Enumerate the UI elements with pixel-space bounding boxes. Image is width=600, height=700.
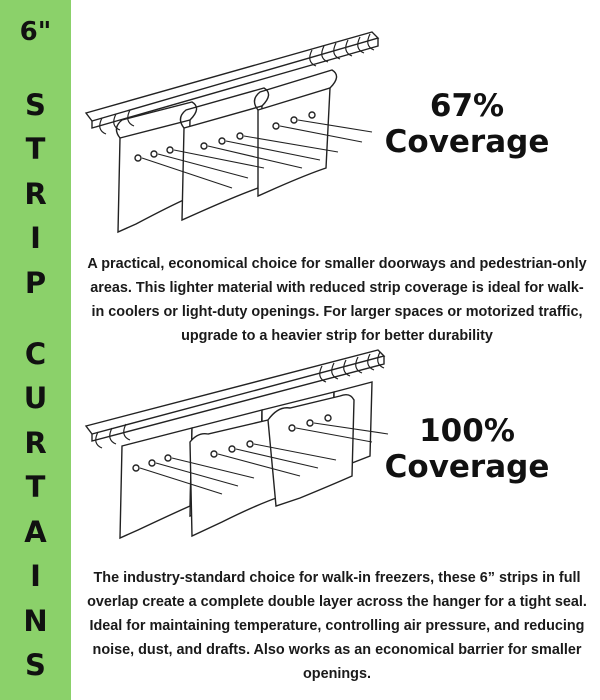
sidebar-letter: P — [24, 266, 47, 300]
sidebar-letter: I — [30, 221, 41, 255]
sidebar-letter: R — [24, 177, 47, 211]
strip-size-label: 6" — [19, 17, 52, 47]
sidebar-letter: U — [23, 381, 48, 415]
sidebar-letter: S — [25, 88, 46, 122]
coverage-67-description: A practical, economical choice for smaller doorways and pedestrian-only areas. This lighter material with reduced strip coverage is ideal for walk-in coolers or light-duty openings. For larger spaces or motorized traffic, upgrade to a heavier strip for better durability — [87, 256, 587, 344]
coverage-percent: 67% — [429, 88, 505, 124]
coverage-67-heading — [352, 88, 582, 160]
sidebar-letter: A — [24, 515, 47, 549]
sidebar-letter: T — [25, 470, 46, 504]
coverage-100-description: The industry-standard choice for walk-in freezers, these 6” strips in full overlap create a complete double layer across the hanger for a tight seal. Ideal for maintaining temperature, controlling air pressure, and reducing noise, dust, and drafts. Also works as an economical barrier for smaller openings. — [87, 570, 587, 682]
sidebar — [0, 0, 71, 700]
coverage-100-heading — [352, 413, 582, 485]
sidebar-letter: R — [24, 426, 47, 460]
sidebar-letter: N — [23, 604, 48, 638]
strip-curtain-67-illustration — [72, 28, 392, 238]
coverage-label: Coverage — [384, 124, 550, 160]
sidebar-letter: S — [25, 648, 46, 682]
sidebar-letter: T — [25, 132, 46, 166]
coverage-percent: 100% — [419, 413, 515, 449]
sidebar-letter: C — [24, 337, 47, 371]
sidebar-letter: I — [30, 559, 41, 593]
coverage-label: Coverage — [384, 449, 550, 485]
